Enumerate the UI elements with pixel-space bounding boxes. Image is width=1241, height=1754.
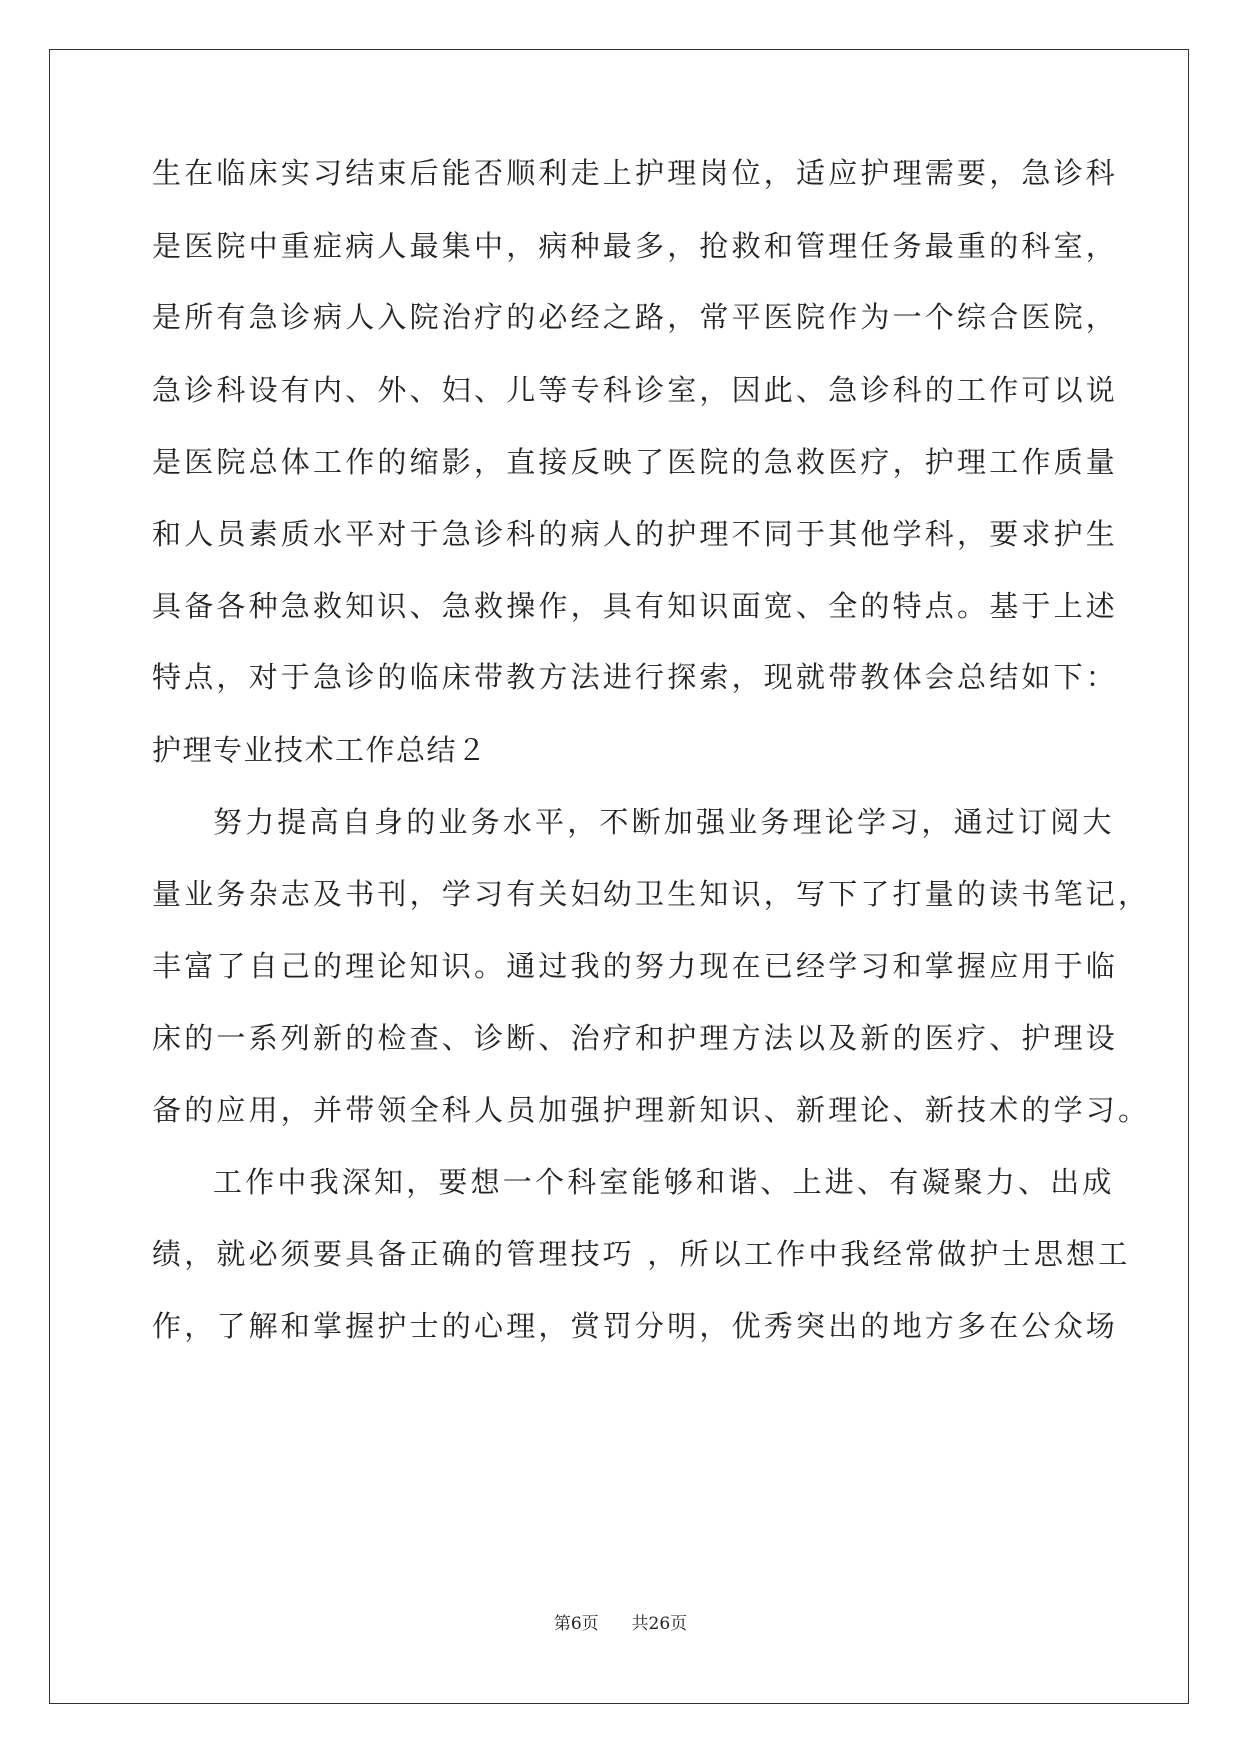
text-line-1: 生在临床实习结束后能否顺利走上护理岗位，适应护理需要，急诊科 (152, 156, 1119, 190)
text-line-2: 是医院中重症病人最集中，病种最多，抢救和管理任务最重的科室， (152, 229, 1119, 263)
text-line-5: 是医院总体工作的缩影，直接反映了医院的急救医疗，护理工作质量 (152, 445, 1119, 479)
paragraph-2-line-3: 作，了解和掌握护士的心理，赏罚分明，优秀突出的地方多在公众场 (152, 1309, 1119, 1343)
paragraph-1-line-1: 努力提高自身的业务水平，不断加强业务理论学习，通过订阅大 (213, 805, 1115, 839)
page-footer (0, 1609, 1241, 1634)
text-line-6: 和人员素质水平对于急诊科的病人的护理不同于其他学科，要求护生 (152, 517, 1119, 551)
paragraph-1-line-4: 床的一系列新的检查、诊断、治疗和护理方法以及新的医疗、护理设 (152, 1021, 1119, 1055)
text-line-3: 是所有急诊病人入院治疗的必经之路，常平医院作为一个综合医院， (152, 300, 1119, 334)
text-line-7: 具备各种急救知识、急救操作，具有知识面宽、全的特点。基于上述 (152, 589, 1119, 623)
paragraph-2-line-2: 绩，就必须要具备正确的管理技巧 ，所以工作中我经常做护士思想工 (152, 1237, 1131, 1271)
paragraph-1-line-5: 备的应用，并带领全科人员加强护理新知识、新理论、新技术的学习。 (152, 1093, 1151, 1127)
paragraph-1-line-2: 量业务杂志及书刊，学习有关妇幼卫生知识，写下了打量的读书笔记， (152, 877, 1151, 911)
paragraph-1-line-3: 丰富了自己的理论知识。通过我的努力现在已经学习和掌握应用于临 (152, 949, 1119, 983)
page-number: 第6页 (553, 1614, 599, 1634)
paragraph-2-line-1: 工作中我深知，要想一个科室能够和谐、上进、有凝聚力、出成 (213, 1165, 1115, 1199)
text-line-8: 特点，对于急诊的临床带教方法进行探索，现就带教体会总结如下： (152, 660, 1119, 694)
text-line-4: 急诊科设有内、外、妇、儿等专科诊室，因此、急诊科的工作可以说 (152, 373, 1119, 407)
section-heading: 护理专业技术工作总结２ (152, 733, 488, 767)
page-total: 共26页 (631, 1614, 688, 1634)
